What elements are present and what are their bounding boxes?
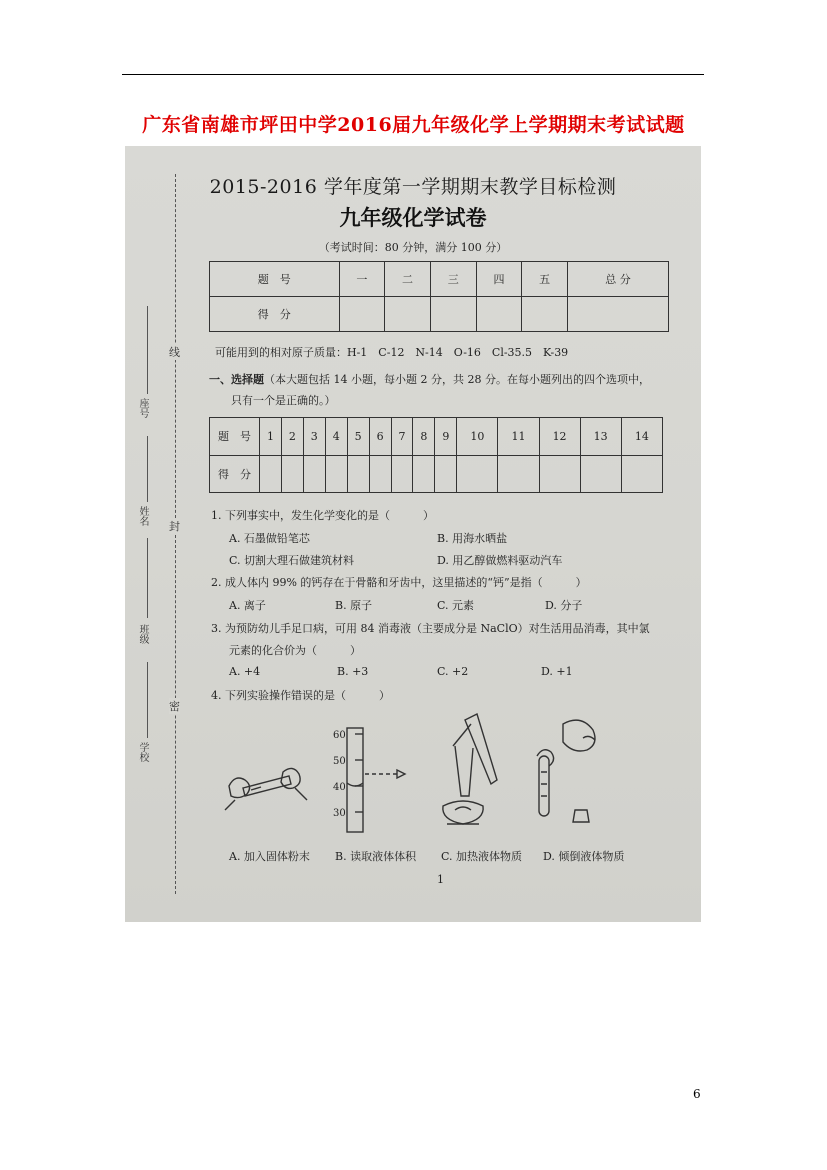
figure-d-pouring-liquid <box>529 706 625 836</box>
question-4-option-c: C. 加热液体物质 <box>441 850 523 863</box>
answer-table-header: 14 <box>621 418 662 456</box>
figure-b-reading-volume <box>321 706 417 836</box>
answer-cell <box>539 455 580 493</box>
cylinder-tick-50: 50 <box>333 756 346 767</box>
question-3-stem: 3. 为预防幼儿手足口病，可用 84 消毒液（主要成分是 NaClO）对生活用品消毒，其中氯 <box>211 622 650 635</box>
answer-table-header: 12 <box>539 418 580 456</box>
class-line <box>147 538 148 618</box>
atomic-masses: 可能用到的相对原子质量：H-1 C-12 N-14 O-16 Cl-35.5 K-39 <box>215 346 569 359</box>
answer-cell <box>347 455 369 493</box>
score-table-header: 五 <box>522 262 568 297</box>
answer-table-header: 3 <box>303 418 325 456</box>
question-1-option-c: C. 切割大理石做建筑材料 <box>229 554 355 567</box>
exam-subtitle: 九年级化学试卷 <box>339 205 487 230</box>
answer-row-label: 得 分 <box>210 455 260 493</box>
answer-table-header: 6 <box>369 418 391 456</box>
question-1-option-d: D. 用乙醇做燃料驱动汽车 <box>437 554 563 567</box>
section1-desc-line2: 只有一个是正确的。） <box>231 394 336 407</box>
exam-time-note: （考试时间：80 分钟，满分 100 分） <box>318 241 508 254</box>
question-3-option-a: A. +4 <box>229 665 261 678</box>
section1-header <box>209 371 650 387</box>
question-1-option-b: B. 用海水晒盐 <box>437 532 508 545</box>
answer-cell <box>498 455 539 493</box>
answer-table-header: 13 <box>580 418 621 456</box>
score-table-header: 一 <box>339 262 385 297</box>
question-2-option-d: D. 分子 <box>545 599 583 612</box>
name-label: 姓名 <box>137 506 148 526</box>
answer-table-header: 9 <box>435 418 457 456</box>
photo-page-number: 1 <box>437 873 444 886</box>
question-3-option-b: B. +3 <box>337 665 369 678</box>
answer-table-header: 10 <box>457 418 498 456</box>
score-table <box>209 261 669 332</box>
question-4-stem: 4. 下列实验操作错误的是（ ） <box>211 689 390 702</box>
seat-number-line <box>147 306 148 394</box>
school-line <box>147 662 148 738</box>
exam-paper-photo <box>125 146 701 922</box>
binding-line <box>175 174 176 894</box>
answer-cell <box>413 455 435 493</box>
score-cell <box>339 297 385 332</box>
answer-cell <box>621 455 662 493</box>
score-cell <box>430 297 476 332</box>
page-number: 6 <box>693 1087 701 1101</box>
class-label: 班级 <box>137 624 148 644</box>
binding-char-seal: 封 <box>169 520 180 533</box>
answer-table-header: 5 <box>347 418 369 456</box>
name-line <box>147 436 148 502</box>
header-rule <box>122 74 704 75</box>
answer-table <box>209 417 663 493</box>
question-4-option-a: A. 加入固体粉末 <box>229 850 310 863</box>
score-cell <box>522 297 568 332</box>
answer-table-header: 题 号 <box>210 418 260 456</box>
question-4-option-d: D. 倾倒液体物质 <box>543 850 625 863</box>
score-cell <box>385 297 431 332</box>
binding-char-secret: 密 <box>169 700 180 713</box>
score-table-header: 总 分 <box>568 262 669 297</box>
question-2-option-c: C. 元素 <box>437 599 475 612</box>
answer-table-header: 4 <box>325 418 347 456</box>
school-label: 学校 <box>137 742 148 762</box>
answer-table-header: 8 <box>413 418 435 456</box>
figure-a-adding-powder <box>217 706 313 836</box>
answer-cell <box>457 455 498 493</box>
section1-heading: 一、选择题 <box>209 373 264 386</box>
section1-desc: （本大题包括 14 小题，每小题 2 分，共 28 分。在每小题列出的四个选项中， <box>264 373 650 386</box>
question-2-option-b: B. 原子 <box>335 599 373 612</box>
answer-table-header: 1 <box>260 418 282 456</box>
answer-cell <box>391 455 413 493</box>
score-table-header: 二 <box>385 262 431 297</box>
binding-char-line: 线 <box>169 346 180 359</box>
question-3-stem-line2: 元素的化合价为（ ） <box>229 644 361 657</box>
cylinder-tick-30: 30 <box>333 808 346 819</box>
question-3-option-c: C. +2 <box>437 665 469 678</box>
answer-cell <box>325 455 347 493</box>
document-title: 广东省南雄市坪田中学2016届九年级化学上学期期末考试试题 <box>142 114 685 136</box>
score-table-header: 题 号 <box>210 262 340 297</box>
question-1-stem: 1. 下列事实中，发生化学变化的是（ ） <box>211 509 434 522</box>
answer-cell <box>260 455 282 493</box>
question-2-stem: 2. 成人体内 99% 的钙存在于骨骼和牙齿中，这里描述的“钙”是指（ ） <box>211 576 587 589</box>
answer-cell <box>303 455 325 493</box>
cylinder-tick-60: 60 <box>333 730 346 741</box>
question-1-option-a: A. 石墨做铅笔芯 <box>229 532 310 545</box>
figure-c-heating-liquid <box>425 706 521 836</box>
exam-title: 2015-2016 学年度第一学期期末教学目标检测 <box>209 176 617 198</box>
score-table-header: 三 <box>430 262 476 297</box>
answer-cell <box>580 455 621 493</box>
answer-table-header: 11 <box>498 418 539 456</box>
answer-table-header: 7 <box>391 418 413 456</box>
answer-cell <box>435 455 457 493</box>
score-cell <box>476 297 522 332</box>
score-cell <box>568 297 669 332</box>
score-table-header: 四 <box>476 262 522 297</box>
score-row-label: 得 分 <box>210 297 340 332</box>
answer-cell <box>281 455 303 493</box>
cylinder-tick-40: 40 <box>333 782 346 793</box>
question-4-option-b: B. 读取液体体积 <box>335 850 417 863</box>
answer-table-header: 2 <box>281 418 303 456</box>
question-3-option-d: D. +1 <box>541 665 573 678</box>
answer-cell <box>369 455 391 493</box>
seat-number-label: 座号 <box>137 398 148 418</box>
question-2-option-a: A. 离子 <box>229 599 266 612</box>
